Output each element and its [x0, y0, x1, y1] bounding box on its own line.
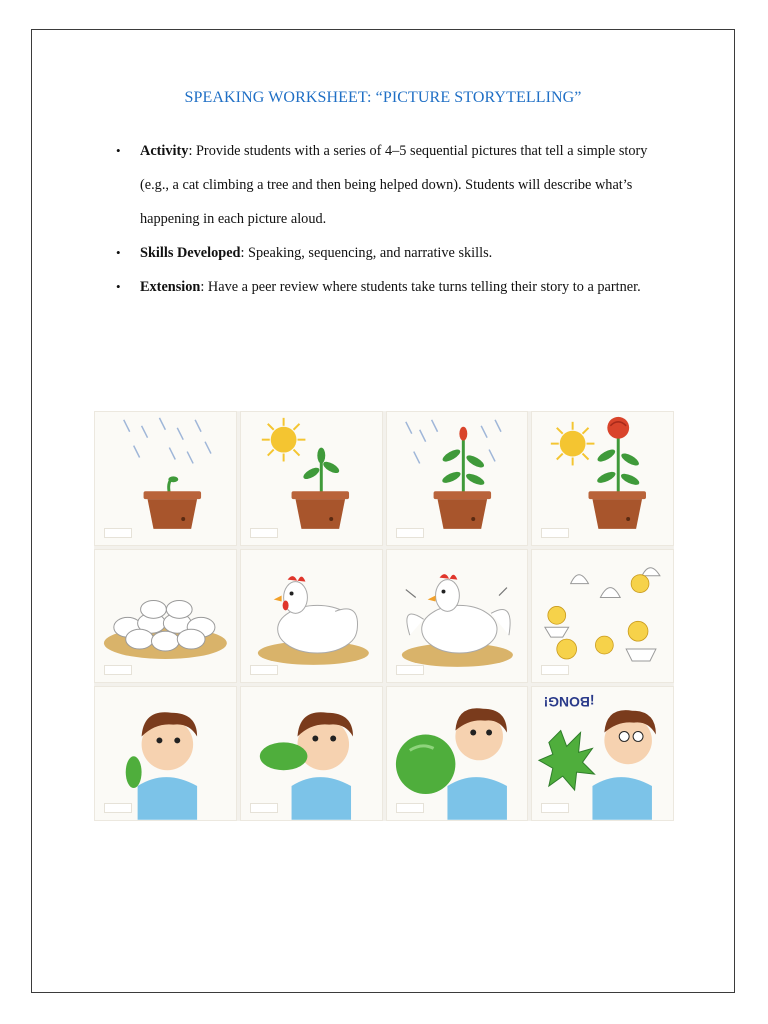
worksheet-page [31, 29, 735, 993]
label-blank [541, 803, 569, 813]
item-text: : Speaking, sequencing, and narrative skills. [240, 245, 493, 261]
panel-boy-medium-balloon [240, 686, 383, 821]
label-blank [396, 528, 424, 538]
label-blank [541, 528, 569, 538]
panel-rain-seedling [94, 411, 237, 546]
panel-sun-sprout [240, 411, 383, 546]
balloon-burst-illustration [531, 686, 674, 821]
item-label: Activity [140, 143, 189, 159]
boy-medium-balloon-illustration [240, 686, 383, 821]
panel-boy-large-balloon [386, 686, 529, 821]
list-item-skills [116, 236, 676, 270]
label-blank [396, 803, 424, 813]
label-blank [104, 803, 132, 813]
instruction-list [116, 134, 676, 304]
panel-rain-bud [386, 411, 529, 546]
label-blank [250, 528, 278, 538]
bullet-icon: • [116, 143, 121, 158]
bullet-icon: • [116, 245, 121, 260]
boy-large-balloon-illustration [386, 686, 529, 821]
item-label: Skills Developed [140, 245, 241, 261]
panel-chicks-hatched [531, 549, 674, 684]
item-text: : Provide students with a series of 4–5 sequential pictures that tell a simple story (e.g., a cat climbing a tree and then being helped down). Students will describe what’s happening in each picture aloud. [140, 143, 648, 227]
label-blank [250, 803, 278, 813]
label-blank [541, 665, 569, 675]
label-blank [104, 528, 132, 538]
hen-sitting-illustration [240, 549, 383, 684]
label-blank [250, 665, 278, 675]
label-blank [104, 665, 132, 675]
rain-bud-illustration [386, 411, 529, 546]
bullet-icon: • [116, 279, 121, 294]
item-label: Extension [140, 279, 201, 295]
hen-flapping-illustration [386, 549, 529, 684]
label-blank [396, 665, 424, 675]
sun-rose-illustration [531, 411, 674, 546]
panel-balloon-burst [531, 686, 674, 821]
panel-eggs-nest [94, 549, 237, 684]
picture-sequence-grid [94, 411, 674, 821]
rain-seedling-illustration [94, 411, 237, 546]
list-item-activity [116, 134, 676, 236]
boy-small-balloon-illustration [94, 686, 237, 821]
worksheet-title: SPEAKING WORKSHEET: “PICTURE STORYTELLING” [184, 89, 582, 106]
sun-sprout-illustration [240, 411, 383, 546]
panel-sun-rose [531, 411, 674, 546]
eggs-nest-illustration [94, 549, 237, 684]
item-text: : Have a peer review where students take turns telling their story to a partner. [200, 279, 641, 295]
list-item-extension [116, 270, 676, 304]
burst-text: ¡BONG! [543, 694, 595, 711]
chicks-hatched-illustration [531, 549, 674, 684]
panel-hen-sitting [240, 549, 383, 684]
panel-hen-flapping [386, 549, 529, 684]
panel-boy-small-balloon [94, 686, 237, 821]
